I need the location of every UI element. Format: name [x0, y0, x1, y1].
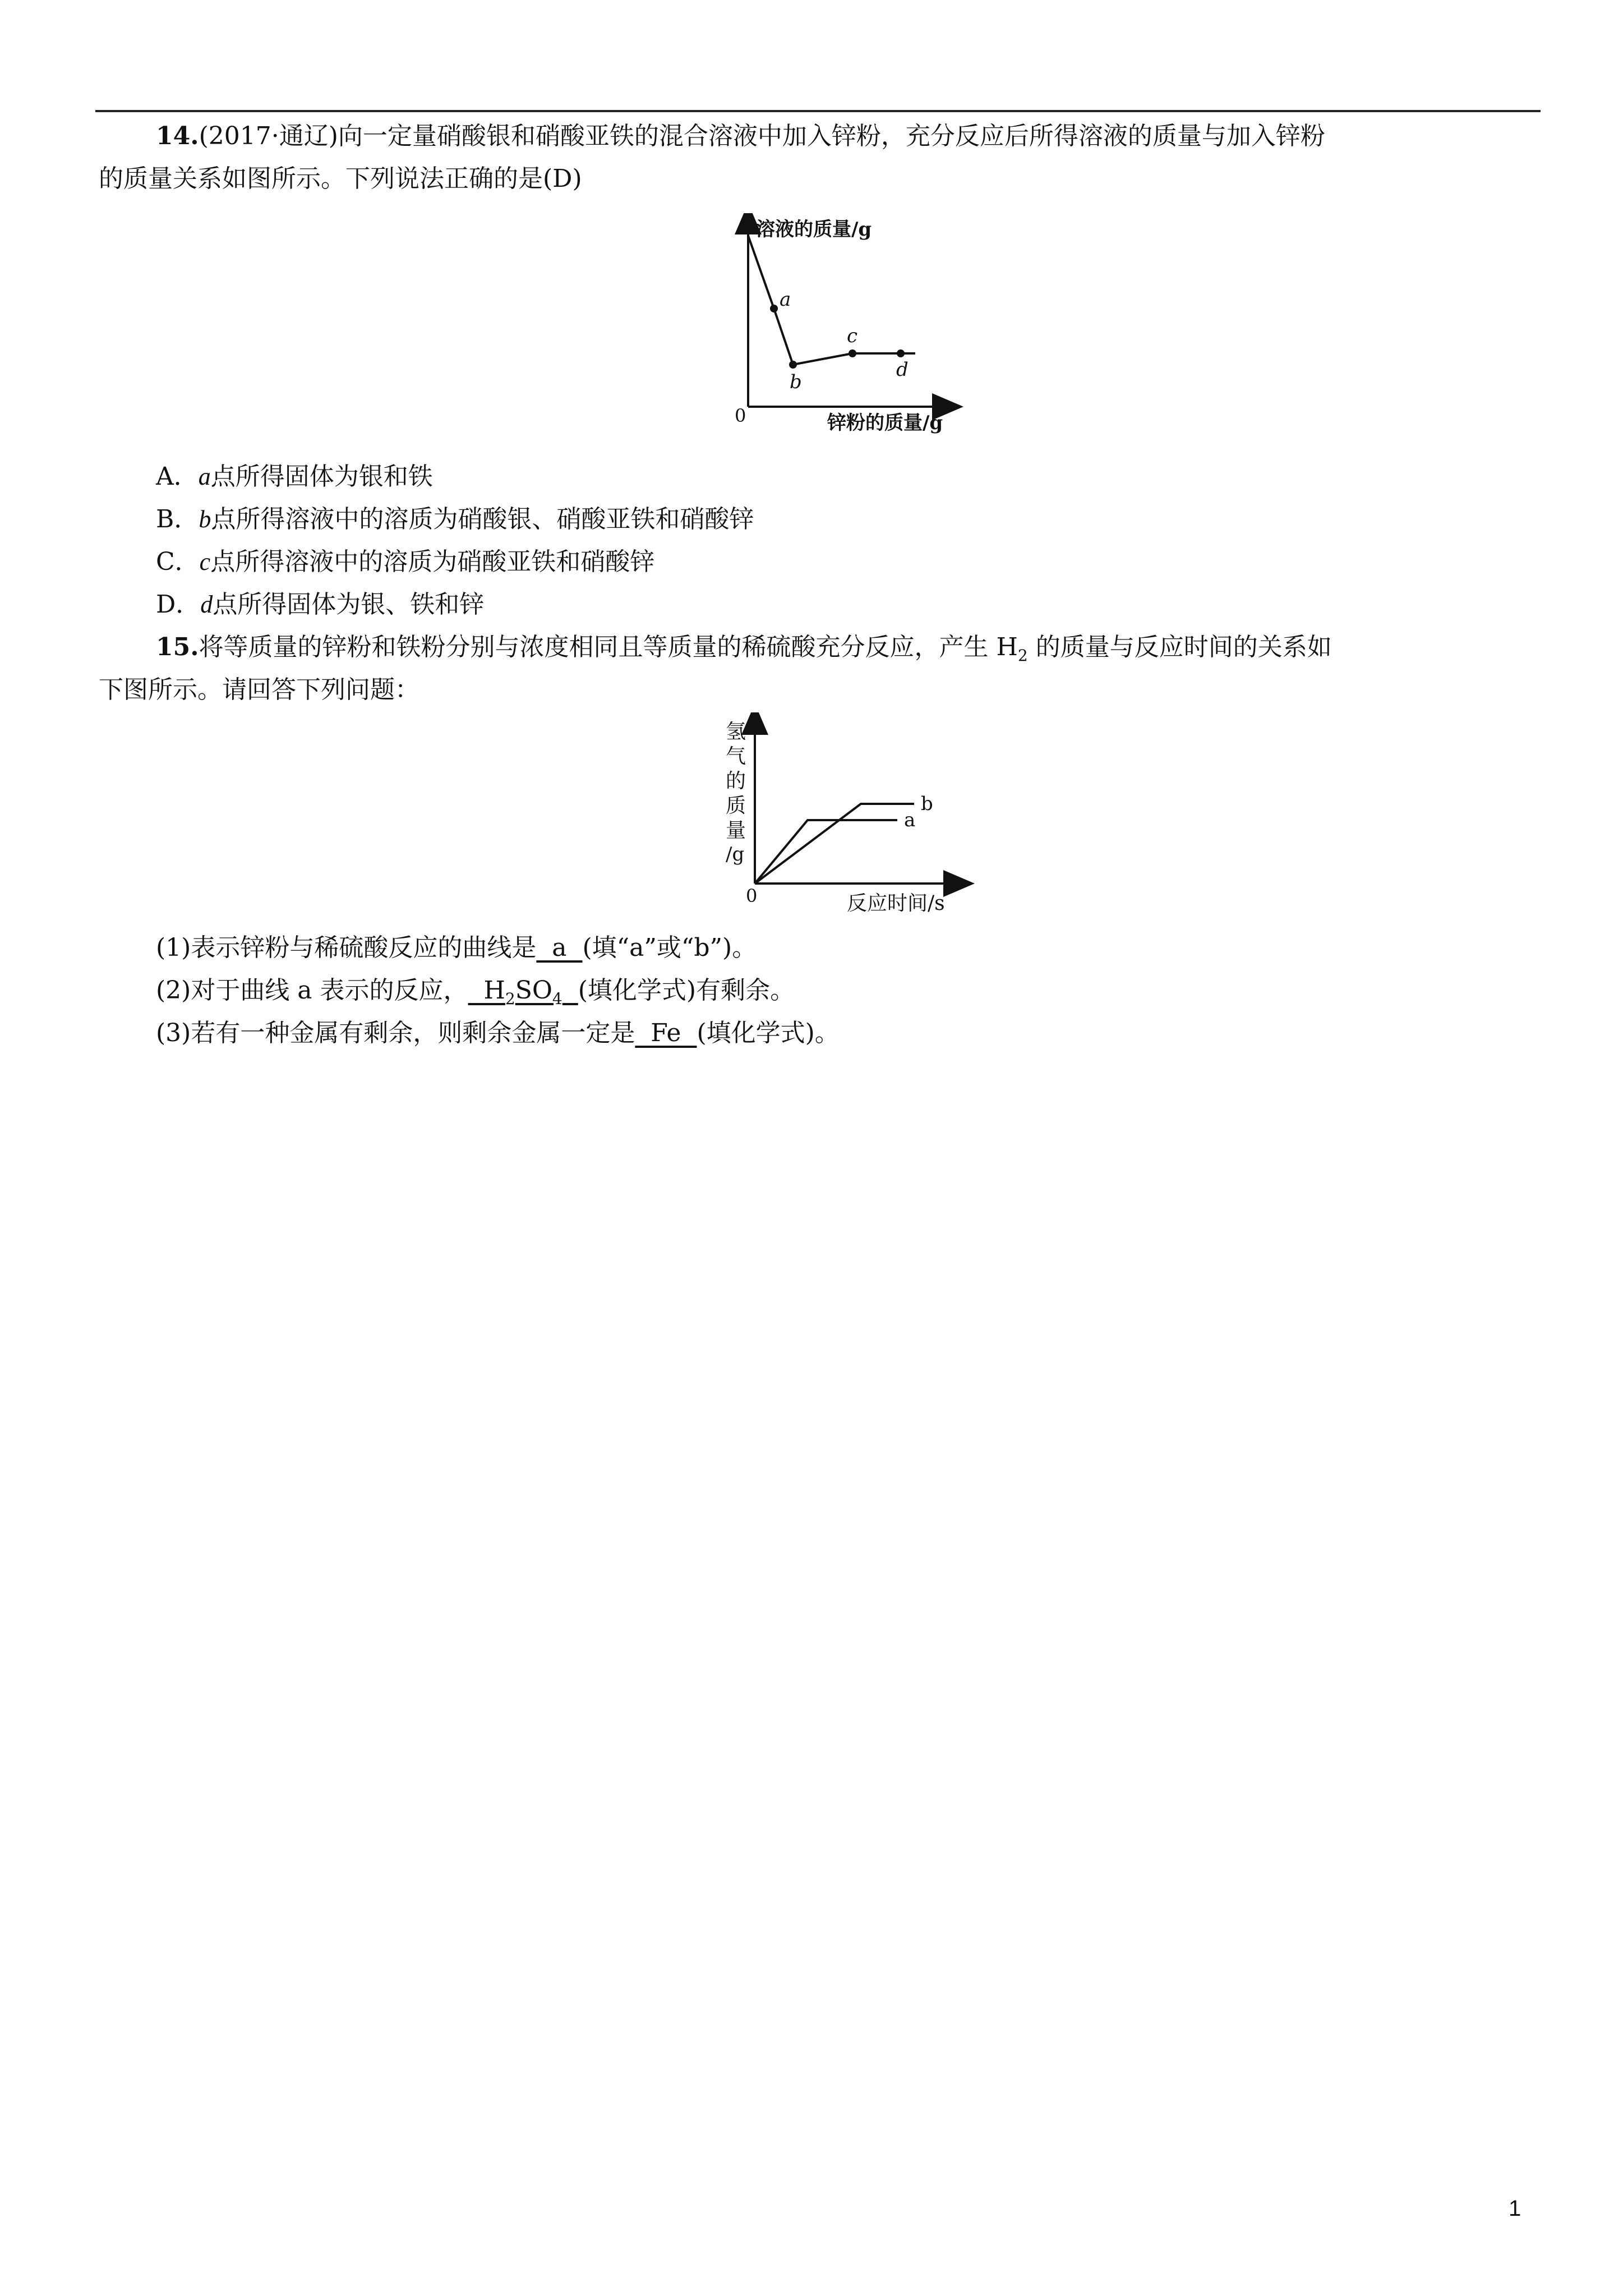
option-c-letter: C． — [156, 547, 200, 576]
option-b-text: 点所得溶液中的溶质为硝酸银、硝酸亚铁和硝酸锌 — [211, 505, 754, 533]
option-c-point: c — [199, 548, 211, 576]
q14-option-c — [156, 545, 654, 579]
q15-ylabel-1: 氢 — [726, 720, 746, 743]
sub2-answer: $H_2SO_4$ — [468, 976, 562, 1008]
q14-option-b — [156, 503, 754, 536]
sub1-suffix: (填“a”或“b”)。 — [582, 933, 757, 962]
q14-option-a — [156, 460, 433, 494]
q15-number: 15. — [156, 633, 199, 661]
q14-number: 14. — [156, 122, 199, 150]
q14-curve — [748, 236, 915, 365]
q15-line1 — [156, 631, 1332, 673]
sub1-answer: a — [536, 933, 583, 962]
q15-stem-sub: 2 — [1017, 646, 1028, 665]
q15-sub1 — [156, 931, 757, 965]
q15-stem-b: 的质量与反应时间的关系如 — [1027, 633, 1332, 661]
q15-sub3 — [156, 1016, 840, 1050]
sub2-suffix: (填化学式)有剩余。 — [578, 976, 795, 1005]
sub2-prefix: (2)对于曲线 a 表示的反应， — [156, 976, 468, 1005]
q14-label-c: c — [847, 325, 858, 347]
option-a-text: 点所得固体为银和铁 — [210, 462, 433, 491]
q15-figure — [723, 712, 981, 926]
q14-ylabel: 溶液的质量/g — [756, 218, 872, 241]
q15-stem-line2: 下图所示。请回答下列问题： — [99, 675, 419, 704]
page-number: 1 — [1509, 2196, 1521, 2221]
option-d-point: d — [200, 591, 213, 618]
q14-label-d: d — [896, 358, 909, 381]
q15-origin: 0 — [746, 885, 758, 907]
sub3-suffix: (填化学式)。 — [697, 1019, 840, 1047]
q14-point-b — [789, 361, 797, 369]
header-rule — [95, 110, 1541, 112]
sub3-answer: Fe — [635, 1019, 697, 1047]
sub1-prefix: (1)表示锌粉与稀硫酸反应的曲线是 — [156, 933, 537, 962]
q15-xlabel: 反应时间/s — [847, 892, 945, 915]
q15-curve-b — [755, 804, 914, 884]
q15-ylabel-2: 气 — [726, 745, 746, 768]
option-d-text: 点所得固体为银、铁和锌 — [213, 590, 485, 619]
option-c-text: 点所得溶液中的溶质为硝酸亚铁和硝酸锌 — [210, 547, 655, 576]
q14-option-d — [156, 588, 484, 622]
option-a-letter: A． — [156, 462, 199, 491]
option-b-point: b — [199, 505, 211, 533]
q14-stem-line1: (2017·通辽)向一定量硝酸银和硝酸亚铁的混合溶液中加入锌粉，充分反应后所得溶液的质量与加入锌粉 — [199, 122, 1325, 150]
q14-point-c — [849, 349, 856, 357]
q15-ylabel-4: 质 — [726, 794, 746, 817]
option-b-letter: B． — [156, 505, 199, 533]
q15-sub2 — [156, 974, 795, 1016]
q14-stem-line2: 的质量关系如图所示。下列说法正确的是(D) — [99, 164, 582, 193]
sub3-prefix: (3)若有一种金属有剩余，则剩余金属一定是 — [156, 1019, 635, 1047]
q15-stem-a: 将等质量的锌粉和铁粉分别与浓度相同且等质量的稀硫酸充分反应，产生 H — [199, 633, 1018, 661]
q14-label-b: b — [790, 371, 802, 393]
q15-label-b: b — [921, 793, 933, 815]
q15-ylabel-5: 量 — [726, 819, 746, 842]
q15-ylabel-6: /g — [726, 843, 745, 866]
option-a-point: a — [198, 463, 211, 490]
q14-figure — [729, 213, 976, 438]
q15-label-a: a — [904, 809, 916, 831]
q15-ylabel-3: 的 — [726, 770, 746, 793]
option-d-letter: D． — [156, 590, 201, 619]
q14-origin: 0 — [735, 405, 746, 426]
q14-xlabel: 锌粉的质量/g — [827, 412, 943, 434]
q14-label-a: a — [780, 288, 791, 311]
q14-point-d — [897, 349, 905, 357]
q14-point-a — [770, 305, 778, 312]
q14-line1 — [156, 119, 1325, 153]
